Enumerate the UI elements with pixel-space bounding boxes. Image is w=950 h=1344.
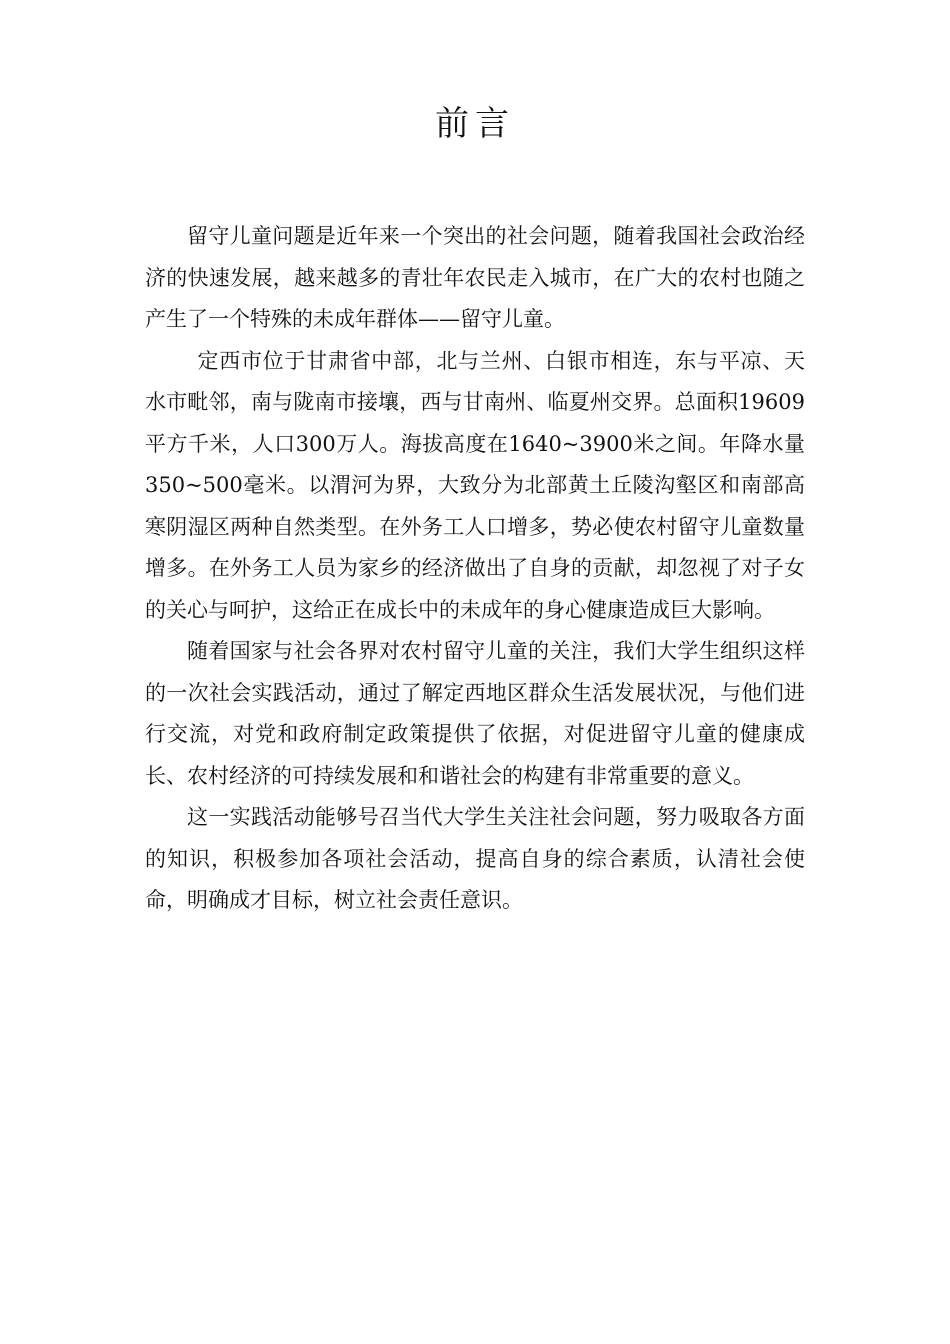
paragraph-significance: 这一实践活动能够号召当代大学生关注社会问题，努力吸取各方面的知识，积极参加各项社会活动，提高自身的综合素质，认清社会使命，明确成才目标，树立社会责任意识。 — [145, 805, 805, 912]
paragraph-dingxi: 定西市位于甘肃省中部，北与兰州、白银市相连，东与平凉、天水市毗邻，南与陇南市接壤，西与甘南州、临夏州交界。总面积19609平方千米，人口300万人。海拔高度在1640~3900米之间。年降水量350~500毫米。以渭河为界，大致分为北部黄土丘陵沟壑区和南部高寒阴湿区两种自然类型。在外务工人口增多，势必使农村留守儿童数量增多。在外务工人员为家乡的经济做出了自身的贡献，却忽视了对子女的关心与呵护，这给正在成长中的未成年的身心健康造成巨大影响。 — [145, 348, 805, 622]
document-body — [145, 216, 805, 922]
paragraph-intro: 留守儿童问题是近年来一个突出的社会问题，随着我国社会政治经济的快速发展，越来越多的青壮年农民走入城市，在广大的农村也随之产生了一个特殊的未成年群体——留守儿童。 — [145, 224, 805, 331]
page-title: 前言 — [435, 104, 515, 144]
paragraph-attention: 随着国家与社会各界对农村留守儿童的关注，我们大学生组织这样的一次社会实践活动，通过了解定西地区群众生活发展状况，与他们进行交流，对党和政府制定政策提供了依据，对促进留守儿童的健康成长、农村经济的可持续发展和和谐社会的构建有非常重要的意义。 — [145, 639, 805, 788]
